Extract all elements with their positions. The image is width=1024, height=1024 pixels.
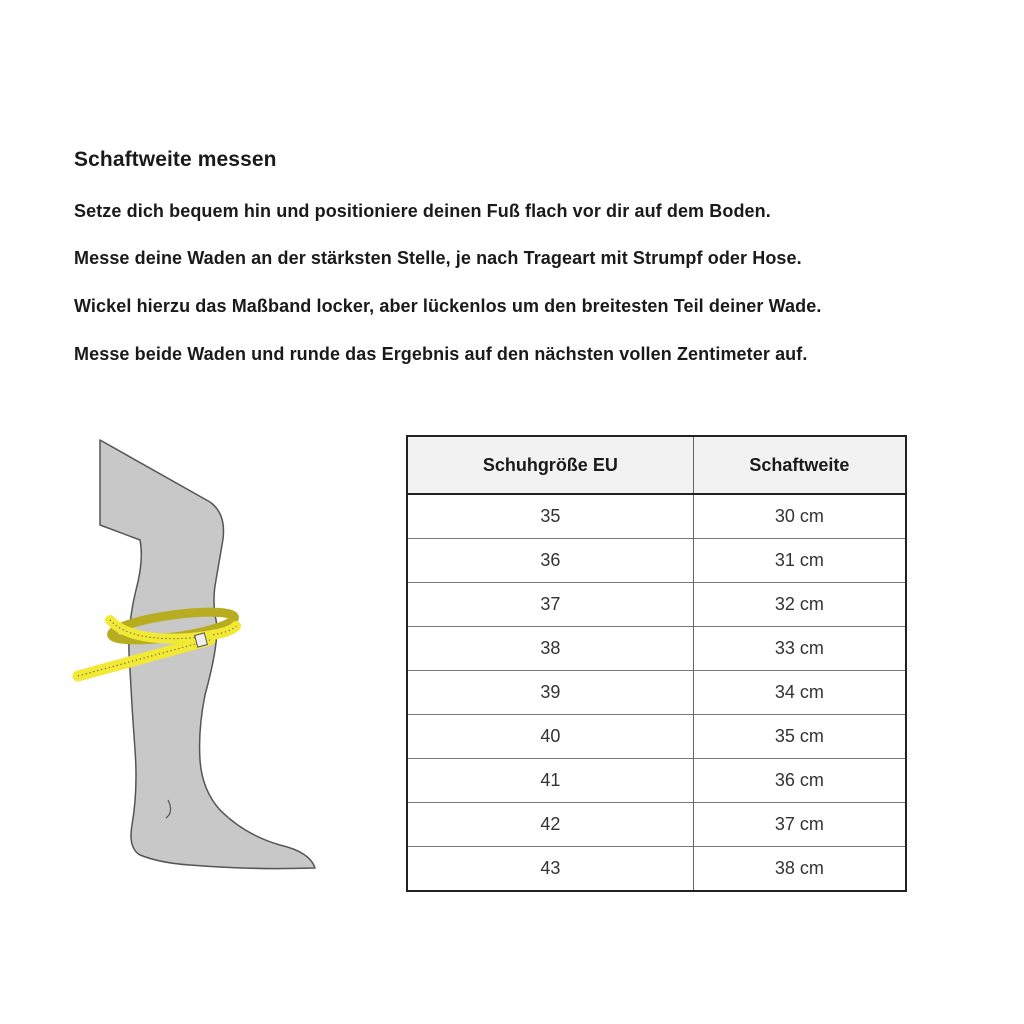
instruction-line-4: Messe beide Waden und runde das Ergebnis auf den nächsten vollen Zentimeter auf. <box>74 344 808 364</box>
header-shoe-size: Schuhgröße EU <box>407 436 693 494</box>
cell-shaft-width: 37 cm <box>693 803 906 847</box>
instruction-line-2: Messe deine Waden an der stärksten Stelle, je nach Trageart mit Strumpf oder Hose. <box>74 248 802 268</box>
table-row <box>407 759 906 803</box>
table-row <box>407 494 906 539</box>
table-row <box>407 539 906 583</box>
instruction-line-3: Wickel hierzu das Maßband locker, aber lückenlos um den breitesten Teil deiner Wade. <box>74 296 822 316</box>
cell-shaft-width: 30 cm <box>774 506 824 526</box>
cell-shaft-width: 33 cm <box>693 627 906 671</box>
table-row <box>407 671 906 715</box>
cell-shoe-size: 39 <box>407 671 693 715</box>
table-row <box>407 803 906 847</box>
table-row <box>407 583 906 627</box>
table-row <box>407 847 906 892</box>
table-row <box>407 715 906 759</box>
cell-shaft-width: 35 cm <box>693 715 906 759</box>
table-row <box>407 627 906 671</box>
cell-shoe-size: 43 <box>407 847 693 892</box>
cell-shoe-size: 38 <box>407 627 693 671</box>
cell-shaft-width: 32 cm <box>693 583 906 627</box>
instruction-line-1: Setze dich bequem hin und positioniere deinen Fuß flach vor dir auf dem Boden. <box>74 201 771 221</box>
cell-shaft-width: 34 cm <box>693 671 906 715</box>
cell-shaft-width: 31 cm <box>693 539 906 583</box>
cell-shoe-size: 42 <box>407 803 693 847</box>
cell-shoe-size: 41 <box>407 759 693 803</box>
cell-shoe-size: 36 <box>407 539 693 583</box>
header-shaft-width: Schaftweite <box>693 436 906 494</box>
leg-measurement-illustration <box>70 430 330 890</box>
cell-shoe-size: 40 <box>407 715 693 759</box>
table-header-row <box>407 436 906 494</box>
page-title: Schaftweite messen <box>74 148 277 171</box>
cell-shoe-size: 37 <box>407 583 693 627</box>
leg-silhouette <box>100 440 315 869</box>
cell-shoe-size: 35 <box>407 494 693 539</box>
cell-shaft-width: 36 cm <box>693 759 906 803</box>
size-table <box>406 435 907 892</box>
cell-shaft-width: 38 cm <box>693 847 906 892</box>
